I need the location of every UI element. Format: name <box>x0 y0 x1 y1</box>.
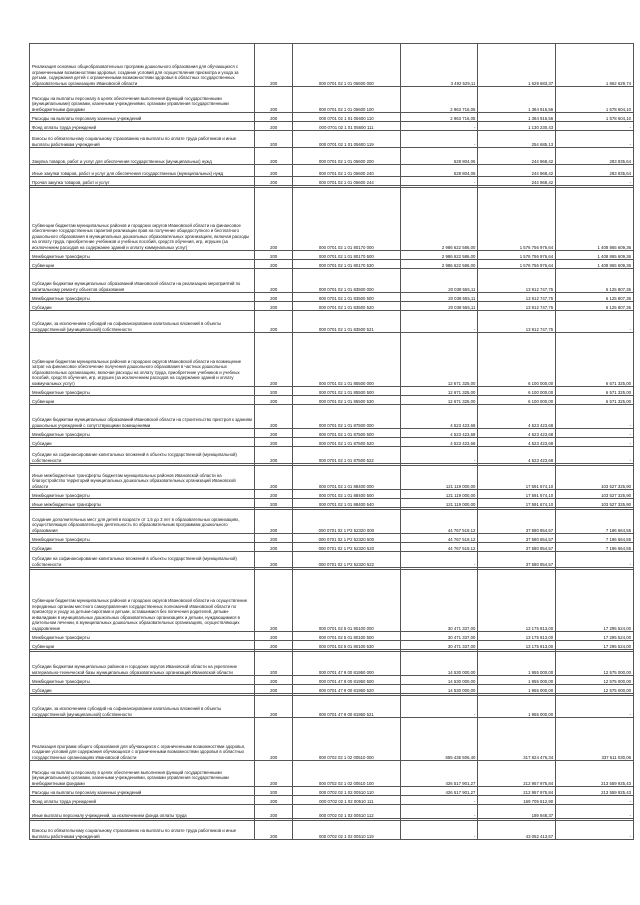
row-unexecuted-cell: 283 835,64 <box>556 165 634 177</box>
row-budget-code-cell: 000 0701 02 1 P2 52320 520 <box>293 543 400 552</box>
table-row <box>30 685 634 694</box>
table-row <box>30 405 634 429</box>
row-approved-cell: 426 517 901,27 <box>400 761 478 787</box>
row-admin-code-cell: 200 <box>255 122 293 131</box>
row-admin-code-cell: 200 <box>255 148 293 165</box>
row-admin-code-cell: 200 <box>255 805 293 819</box>
row-unexecuted-cell: 1 862 629,74 <box>556 44 634 87</box>
row-unexecuted-cell: 17 295 524,00 <box>556 641 634 650</box>
row-executed-cell: 4 523 423,68 <box>478 438 556 447</box>
row-executed-cell: 17 591 674,10 <box>478 490 556 499</box>
row-unexecuted-cell: 6 125 807,36 <box>556 269 634 293</box>
row-name-cell: Субсидии бюджетам муниципальных образований Ивановской области на реализацию мероприятий по капитальному ремонту объектов образования <box>30 269 255 293</box>
row-approved-cell: 121 119 000,00 <box>400 466 478 490</box>
table-row <box>30 821 634 840</box>
row-unexecuted-cell: - <box>556 311 634 333</box>
row-unexecuted-cell: 103 527 325,90 <box>556 490 634 499</box>
row-executed-cell: 1 130 230,43 <box>478 122 556 131</box>
row-name-cell: Субсидии <box>30 302 255 311</box>
row-unexecuted-cell: - <box>556 405 634 429</box>
row-name-cell: Субвенции бюджетам муниципальных районов и городских округов Ивановской области на возмещение затрат на финансовое обеспечение получения дошкольного образования в частных дошкольных образовательных организациях, включая расходы на оплату труда, приобретение учебников и учебных пособий, средств обучения, игр, игрушек (за исключением расходов на содержание зданий и оплату коммунальных услуг) <box>30 333 255 387</box>
row-name-cell: Расходы на выплаты персоналу казенных учреждений <box>30 113 255 122</box>
row-budget-code-cell: 000 0701 02 1 01 83500 520 <box>293 302 400 311</box>
row-approved-cell: - <box>400 552 478 568</box>
row-name-cell: Субсидии <box>30 543 255 552</box>
row-budget-code-cell: 000 0701 02 1 01 05600 240 <box>293 165 400 177</box>
row-budget-code-cell: 000 0701 02 1 01 88400 540 <box>293 499 400 508</box>
row-executed-cell: 1 955 000,00 <box>478 685 556 694</box>
table-row <box>30 490 634 499</box>
row-admin-code-cell: 200 <box>255 311 293 333</box>
row-approved-cell: 20 038 555,11 <box>400 302 478 311</box>
row-executed-cell: 1 576 756 976,64 <box>478 251 556 260</box>
row-name-cell: Субвенции <box>30 260 255 269</box>
row-unexecuted-cell: 12 575 000,00 <box>556 685 634 694</box>
row-name-cell: Межбюджетные трансферты <box>30 632 255 641</box>
row-admin-code-cell: 200 <box>255 685 293 694</box>
row-budget-code-cell: 000 0701 02 5 01 80100 500 <box>293 632 400 641</box>
row-budget-code-cell: 000 0701 47 9 00 81950 000 <box>293 652 400 676</box>
row-approved-cell: 14 530 000,00 <box>400 652 478 676</box>
row-admin-code-cell: 200 <box>255 131 293 148</box>
row-name-cell: Взносы по обязательному социальному страхованию на выплаты по оплате труда работников и иные выплаты работникам учреждений <box>30 821 255 840</box>
row-approved-cell: 3 492 529,11 <box>400 44 478 87</box>
row-admin-code-cell: 200 <box>255 570 293 632</box>
row-name-cell: Закупка товаров, работ и услуг для обеспечения государственных (муниципальных) нужд <box>30 148 255 165</box>
row-unexecuted-cell: 6 571 325,00 <box>556 396 634 405</box>
table-row <box>30 718 634 761</box>
row-unexecuted-cell: 17 295 524,00 <box>556 570 634 632</box>
row-approved-cell: 426 517 901,27 <box>400 787 478 796</box>
row-executed-cell: 1 955 000,00 <box>478 696 556 718</box>
row-executed-cell: 13 175 813,00 <box>478 632 556 641</box>
row-executed-cell: 169 705 612,90 <box>478 796 556 805</box>
row-admin-code-cell: 200 <box>255 438 293 447</box>
row-executed-cell: 17 591 674,10 <box>478 466 556 490</box>
row-admin-code-cell: 200 <box>255 510 293 534</box>
row-name-cell: Субвенции <box>30 641 255 650</box>
row-unexecuted-cell: - <box>556 552 634 568</box>
table-row <box>30 429 634 438</box>
table-row <box>30 131 634 148</box>
row-executed-cell: 4 523 423,68 <box>478 429 556 438</box>
row-approved-cell: 12 671 325,00 <box>400 387 478 396</box>
table-row <box>30 87 634 113</box>
row-unexecuted-cell: 1 408 865 609,36 <box>556 251 634 260</box>
row-unexecuted-cell: 7 186 664,55 <box>556 543 634 552</box>
row-budget-code-cell: 000 0701 02 1 P2 52320 522 <box>293 552 400 568</box>
row-admin-code-cell: 200 <box>255 543 293 552</box>
table-row <box>30 438 634 447</box>
row-admin-code-cell: 200 <box>255 466 293 490</box>
row-budget-code-cell: 000 0701 02 1 01 85500 500 <box>293 387 400 396</box>
row-executed-cell: 212 957 975,84 <box>478 787 556 796</box>
row-budget-code-cell: 000 0702 02 1 02 00510 000 <box>293 718 400 761</box>
table-row <box>30 534 634 543</box>
row-unexecuted-cell: 103 527 325,90 <box>556 466 634 490</box>
row-budget-code-cell: 000 0701 02 1 01 83500 000 <box>293 269 400 293</box>
table-row <box>30 761 634 787</box>
row-admin-code-cell: 200 <box>255 761 293 787</box>
table-row <box>30 696 634 718</box>
budget-execution-table <box>29 43 634 840</box>
row-executed-cell: 1 955 000,00 <box>478 676 556 685</box>
row-admin-code-cell: 200 <box>255 676 293 685</box>
row-budget-code-cell: 000 0701 02 1 01 83500 500 <box>293 293 400 302</box>
row-name-cell: Взносы по обязательному социальному страхованию на выплаты по оплате труда работников и иные выплаты работникам учреждений <box>30 131 255 148</box>
row-executed-cell: 1 384 915,56 <box>478 87 556 113</box>
row-approved-cell: 14 530 000,00 <box>400 685 478 694</box>
row-unexecuted-cell: 7 186 664,55 <box>556 510 634 534</box>
table-row <box>30 552 634 568</box>
row-budget-code-cell: 000 0701 02 1 01 87500 522 <box>293 447 400 464</box>
row-name-cell: Прочая закупка товаров, работ и услуг <box>30 177 255 186</box>
row-executed-cell: 6 100 000,00 <box>478 396 556 405</box>
row-budget-code-cell: 000 0702 02 1 02 00510 110 <box>293 787 400 796</box>
table-row <box>30 387 634 396</box>
row-approved-cell: - <box>400 131 478 148</box>
row-executed-cell: 212 957 975,84 <box>478 761 556 787</box>
row-approved-cell: - <box>400 696 478 718</box>
row-unexecuted-cell: - <box>556 821 634 840</box>
row-approved-cell: - <box>400 796 478 805</box>
row-admin-code-cell: 200 <box>255 113 293 122</box>
row-approved-cell: - <box>400 821 478 840</box>
row-budget-code-cell: 000 0701 02 1 01 88400 000 <box>293 466 400 490</box>
row-approved-cell: 30 471 337,00 <box>400 570 478 632</box>
table-row <box>30 805 634 819</box>
row-budget-code-cell: 000 0701 02 1 P2 52320 000 <box>293 510 400 534</box>
row-approved-cell: 14 530 000,00 <box>400 676 478 685</box>
row-unexecuted-cell: - <box>556 696 634 718</box>
row-executed-cell: 4 523 423,68 <box>478 405 556 429</box>
row-budget-code-cell: 000 0701 02 1 01 87500 000 <box>293 405 400 429</box>
row-approved-cell: 2 963 716,05 <box>400 87 478 113</box>
table-row <box>30 676 634 685</box>
row-admin-code-cell: 200 <box>255 796 293 805</box>
row-executed-cell: 13 912 747,75 <box>478 302 556 311</box>
table-row <box>30 796 634 805</box>
row-budget-code-cell: 000 0701 02 1 01 87500 520 <box>293 438 400 447</box>
row-name-cell: Иные выплаты персоналу учреждений, за исключением фонда оплаты труда <box>30 805 255 819</box>
row-approved-cell: - <box>400 447 478 464</box>
row-budget-code-cell: 000 0702 02 1 02 00510 100 <box>293 761 400 787</box>
row-admin-code-cell: 200 <box>255 302 293 311</box>
table-row <box>30 447 634 464</box>
table-row <box>30 570 634 632</box>
row-budget-code-cell: 000 0701 47 9 00 81950 521 <box>293 696 400 718</box>
row-name-cell: Фонд оплаты труда учреждений <box>30 796 255 805</box>
row-name-cell: Расходы на выплаты персоналу в целях обеспечения выполнения функций государственными (муниципальными) органами, казенными учреждениями, органами управления государственными внебюджетными фондами <box>30 87 255 113</box>
row-name-cell: Субсидии <box>30 438 255 447</box>
row-unexecuted-cell: - <box>556 177 634 186</box>
row-executed-cell: 13 912 747,75 <box>478 269 556 293</box>
row-budget-code-cell: 000 0701 02 1 01 87500 500 <box>293 429 400 438</box>
row-approved-cell: 2 963 716,05 <box>400 113 478 122</box>
row-budget-code-cell: 000 0701 02 1 01 85500 000 <box>293 333 400 387</box>
row-name-cell: Субвенции <box>30 396 255 405</box>
row-executed-cell: 13 912 747,75 <box>478 293 556 302</box>
row-admin-code-cell: 200 <box>255 44 293 87</box>
row-admin-code-cell: 200 <box>255 269 293 293</box>
row-budget-code-cell: 000 0701 02 1 01 83500 521 <box>293 311 400 333</box>
row-executed-cell: 6 100 000,00 <box>478 387 556 396</box>
table-row <box>30 499 634 508</box>
row-admin-code-cell: 200 <box>255 652 293 676</box>
table-row <box>30 122 634 131</box>
row-unexecuted-cell: 213 559 925,43 <box>556 761 634 787</box>
row-unexecuted-cell: 337 611 030,06 <box>556 718 634 761</box>
row-admin-code-cell: 200 <box>255 534 293 543</box>
row-approved-cell: 12 671 325,00 <box>400 333 478 387</box>
row-name-cell: Фонд оплаты труда учреждений <box>30 122 255 131</box>
row-admin-code-cell: 200 <box>255 293 293 302</box>
row-executed-cell: 1 384 915,56 <box>478 113 556 122</box>
row-executed-cell: 254 685,13 <box>478 131 556 148</box>
row-approved-cell: 4 523 423,68 <box>400 405 478 429</box>
row-executed-cell: 17 591 674,10 <box>478 499 556 508</box>
row-approved-cell: 121 119 000,00 <box>400 490 478 499</box>
row-executed-cell: 37 580 854,57 <box>478 543 556 552</box>
row-budget-code-cell: 000 0701 02 5 01 80100 000 <box>293 570 400 632</box>
row-executed-cell: 13 912 747,75 <box>478 311 556 333</box>
row-admin-code-cell: 200 <box>255 490 293 499</box>
row-name-cell: Субсидии бюджетам муниципальных районов и городских округов Ивановской области на укрепление материально-технической базы муниципальных образовательных организаций Ивановской области <box>30 652 255 676</box>
row-approved-cell: 121 119 000,00 <box>400 499 478 508</box>
table-row <box>30 787 634 796</box>
row-admin-code-cell: 200 <box>255 251 293 260</box>
row-approved-cell: 2 986 622 586,00 <box>400 188 478 251</box>
row-unexecuted-cell: 12 575 000,00 <box>556 652 634 676</box>
row-admin-code-cell: 200 <box>255 165 293 177</box>
row-approved-cell: - <box>400 122 478 131</box>
table-row <box>30 44 634 87</box>
row-admin-code-cell: 200 <box>255 429 293 438</box>
row-budget-code-cell: 000 0701 02 1 01 05600 200 <box>293 148 400 165</box>
row-executed-cell: 4 523 423,68 <box>478 447 556 464</box>
row-name-cell: Реализация программ общего образования для обучающихся с ограниченными возможностями здоровья, создание условий для содержания обучающихся с ограниченными возможностями здоровья в областных государственных организациях Ивановской области <box>30 718 255 761</box>
row-budget-code-cell: 000 0701 02 1 01 05600 244 <box>293 177 400 186</box>
row-name-cell: Субсидии на софинансирование капитальных вложений в объекты государственной (муниципальной) собственности <box>30 552 255 568</box>
row-budget-code-cell: 000 0701 02 5 01 80100 530 <box>293 641 400 650</box>
table-row <box>30 165 634 177</box>
table-row <box>30 333 634 387</box>
row-unexecuted-cell: - <box>556 805 634 819</box>
row-budget-code-cell: 000 0701 47 9 00 81950 500 <box>293 676 400 685</box>
row-executed-cell: 43 062 413,57 <box>478 821 556 840</box>
table-row <box>30 269 634 293</box>
row-executed-cell: 6 100 000,00 <box>478 333 556 387</box>
row-executed-cell: 13 175 813,00 <box>478 570 556 632</box>
row-approved-cell: 30 471 337,00 <box>400 641 478 650</box>
row-executed-cell: 189 948,37 <box>478 805 556 819</box>
row-budget-code-cell: 000 0701 02 1 01 05600 119 <box>293 131 400 148</box>
row-approved-cell: 655 435 506,40 <box>400 718 478 761</box>
row-unexecuted-cell: - <box>556 447 634 464</box>
row-unexecuted-cell: 283 835,64 <box>556 148 634 165</box>
row-budget-code-cell: 000 0701 02 1 01 05600 100 <box>293 87 400 113</box>
row-executed-cell: 37 580 854,57 <box>478 534 556 543</box>
row-approved-cell: - <box>400 805 478 819</box>
row-name-cell: Субсидии, за исключением субсидий на софинансирование капитальных вложений в объекты государственной (муниципальной) собственности <box>30 696 255 718</box>
table-row <box>30 543 634 552</box>
row-unexecuted-cell: 7 186 664,55 <box>556 534 634 543</box>
row-budget-code-cell: 000 0702 02 1 02 00510 112 <box>293 805 400 819</box>
table-row <box>30 641 634 650</box>
row-budget-code-cell: 000 0701 02 1 01 05600 111 <box>293 122 400 131</box>
row-budget-code-cell: 000 0701 47 9 00 81950 520 <box>293 685 400 694</box>
row-unexecuted-cell: 103 527 325,90 <box>556 499 634 508</box>
table-row <box>30 510 634 534</box>
row-approved-cell: 44 767 519,12 <box>400 534 478 543</box>
table-row <box>30 251 634 260</box>
row-unexecuted-cell: 6 125 807,36 <box>556 293 634 302</box>
table-row <box>30 188 634 251</box>
table-row <box>30 632 634 641</box>
row-executed-cell: 244 968,42 <box>478 177 556 186</box>
row-budget-code-cell: 000 0701 02 1 01 80170 530 <box>293 260 400 269</box>
row-unexecuted-cell: 17 295 524,00 <box>556 632 634 641</box>
row-unexecuted-cell: 12 575 000,00 <box>556 676 634 685</box>
row-approved-cell: 2 986 622 586,00 <box>400 260 478 269</box>
row-name-cell: Создание дополнительных мест для детей в возрасте от 1,5 до 3 лет в образовательных организациях, осуществляющих образовательную деятельность по образовательным программам дошкольного образования <box>30 510 255 534</box>
row-unexecuted-cell: - <box>556 438 634 447</box>
table-row <box>30 302 634 311</box>
row-admin-code-cell: 200 <box>255 260 293 269</box>
row-unexecuted-cell: 1 578 604,10 <box>556 113 634 122</box>
row-executed-cell: 13 175 813,00 <box>478 641 556 650</box>
row-name-cell: Расходы на выплаты персоналу в целях обеспечения выполнения функций государственными (муниципальными) органами, казенными учреждениями, органами управления государственными внебюджетными фондами <box>30 761 255 787</box>
row-budget-code-cell: 000 0701 02 1 01 05600 110 <box>293 113 400 122</box>
row-approved-cell: - <box>400 311 478 333</box>
row-budget-code-cell: 000 0702 02 1 02 00510 111 <box>293 796 400 805</box>
row-executed-cell: 37 580 854,57 <box>478 552 556 568</box>
row-admin-code-cell: 200 <box>255 552 293 568</box>
row-unexecuted-cell: 1 408 865 609,36 <box>556 188 634 251</box>
row-name-cell: Межбюджетные трансферты <box>30 534 255 543</box>
row-name-cell: Иные межбюджетные трансферты бюджетам муниципальных районов Ивановской области на благоустройство территорий муниципальных дошкольных образовательных организаций Ивановской области <box>30 466 255 490</box>
row-admin-code-cell: 200 <box>255 405 293 429</box>
row-approved-cell: 20 038 555,11 <box>400 269 478 293</box>
row-approved-cell: 528 804,06 <box>400 165 478 177</box>
row-budget-code-cell: 000 0701 02 1 01 88400 500 <box>293 490 400 499</box>
row-approved-cell: 30 471 337,00 <box>400 632 478 641</box>
row-approved-cell: 4 523 423,68 <box>400 429 478 438</box>
row-approved-cell: 20 038 555,11 <box>400 293 478 302</box>
row-name-cell: Межбюджетные трансферты <box>30 429 255 438</box>
row-unexecuted-cell: - <box>556 122 634 131</box>
row-unexecuted-cell: 213 559 925,43 <box>556 787 634 796</box>
row-name-cell: Межбюджетные трансферты <box>30 251 255 260</box>
row-unexecuted-cell: 6 571 325,00 <box>556 387 634 396</box>
table-row <box>30 466 634 490</box>
table-row <box>30 396 634 405</box>
row-unexecuted-cell: 6 125 807,36 <box>556 302 634 311</box>
row-unexecuted-cell: 6 571 325,00 <box>556 333 634 387</box>
row-budget-code-cell: 000 0701 02 1 01 05600 000 <box>293 44 400 87</box>
row-executed-cell: 1 576 756 976,64 <box>478 188 556 251</box>
row-admin-code-cell: 200 <box>255 787 293 796</box>
row-name-cell: Расходы на выплаты персоналу казенных учреждений <box>30 787 255 796</box>
row-unexecuted-cell: - <box>556 429 634 438</box>
row-executed-cell: 1 955 000,00 <box>478 652 556 676</box>
table-row <box>30 177 634 186</box>
row-name-cell: Межбюджетные трансферты <box>30 387 255 396</box>
row-admin-code-cell: 200 <box>255 718 293 761</box>
row-executed-cell: 244 968,42 <box>478 148 556 165</box>
row-budget-code-cell: 000 0702 02 1 02 00510 119 <box>293 821 400 840</box>
table-row <box>30 311 634 333</box>
table-body <box>30 44 634 840</box>
table-row <box>30 652 634 676</box>
row-executed-cell: 37 580 854,57 <box>478 510 556 534</box>
row-admin-code-cell: 200 <box>255 632 293 641</box>
row-admin-code-cell: 200 <box>255 447 293 464</box>
row-approved-cell: - <box>400 177 478 186</box>
row-name-cell: Субвенции бюджетам муниципальных районов и городских округов Ивановской области на финансовое обеспечение государственных гарантий реализации прав на получение общедоступного и бесплатного дошкольного образования в муниципальных дошкольных образовательных организациях, включая расходы на оплату труда, приобретение учебников и учебных пособий, средств обучения, игр, игрушек (за исключением расходов на содержание зданий и оплату коммунальных услуг) <box>30 188 255 251</box>
table-row <box>30 260 634 269</box>
table-row <box>30 293 634 302</box>
row-approved-cell: 528 804,06 <box>400 148 478 165</box>
row-name-cell: Субсидии <box>30 685 255 694</box>
row-name-cell: Межбюджетные трансферты <box>30 676 255 685</box>
row-executed-cell: 244 968,42 <box>478 165 556 177</box>
row-approved-cell: 44 767 519,12 <box>400 510 478 534</box>
row-admin-code-cell: 200 <box>255 333 293 387</box>
table-row <box>30 113 634 122</box>
row-budget-code-cell: 000 0701 02 1 01 80170 000 <box>293 188 400 251</box>
row-name-cell: Субсидии бюджетам муниципальных образований Ивановской области на строительство пристроя к зданиям дошкольных учреждений с сопутствующими помещениями <box>30 405 255 429</box>
row-budget-code-cell: 000 0701 02 1 01 80170 500 <box>293 251 400 260</box>
row-unexecuted-cell: 1 408 865 609,36 <box>556 260 634 269</box>
row-executed-cell: 1 629 683,37 <box>478 44 556 87</box>
row-unexecuted-cell: - <box>556 796 634 805</box>
row-name-cell: Субсидии, за исключением субсидий на софинансирование капитальных вложений в объекты государственной (муниципальной) собственности <box>30 311 255 333</box>
row-budget-code-cell: 000 0701 02 1 01 85500 530 <box>293 396 400 405</box>
row-admin-code-cell: 200 <box>255 387 293 396</box>
row-admin-code-cell: 200 <box>255 188 293 251</box>
row-name-cell: Межбюджетные трансферты <box>30 293 255 302</box>
row-unexecuted-cell: 1 578 604,10 <box>556 87 634 113</box>
row-admin-code-cell: 200 <box>255 499 293 508</box>
row-admin-code-cell: 200 <box>255 641 293 650</box>
row-budget-code-cell: 000 0701 02 1 P2 52320 500 <box>293 534 400 543</box>
row-executed-cell: 317 824 476,34 <box>478 718 556 761</box>
row-admin-code-cell: 200 <box>255 821 293 840</box>
row-name-cell: Иные закупки товаров, работ и услуг для обеспечения государственных (муниципальных) нужд <box>30 165 255 177</box>
row-name-cell: Субвенции бюджетам муниципальных районов и городских округов Ивановской области на осуществление переданных органам местного самоуправления государственных полномочий Ивановской области по присмотру и уходу за детьми-сиротами и детьми, оставшимися без попечения родителей, детьми-инвалидами в муниципальных дошкольных образовательных организациях и детьми, нуждающимися в длительном лечении, в муниципальных дошкольных образовательных организациях, осуществляющих оздоровление <box>30 570 255 632</box>
row-approved-cell: 4 523 423,68 <box>400 438 478 447</box>
row-name-cell: Субсидии на софинансирование капитальных вложений в объекты государственной (муниципальной) собственности <box>30 447 255 464</box>
row-admin-code-cell: 200 <box>255 396 293 405</box>
row-admin-code-cell: 200 <box>255 696 293 718</box>
row-executed-cell: 1 576 756 976,64 <box>478 260 556 269</box>
row-approved-cell: 2 986 622 586,00 <box>400 251 478 260</box>
row-admin-code-cell: 200 <box>255 87 293 113</box>
row-approved-cell: 12 671 325,00 <box>400 396 478 405</box>
row-approved-cell: 44 767 519,12 <box>400 543 478 552</box>
table-row <box>30 148 634 165</box>
row-name-cell: Межбюджетные трансферты <box>30 490 255 499</box>
row-name-cell: Реализация основных общеобразовательных программ дошкольного образования для обучающихся с ограниченными возможностями здоровья, создание условий для осуществления присмотра и ухода за детьми, содержания детей с ограниченными возможностями здоровья в областных государственных образовательных организациях Ивановской области <box>30 44 255 87</box>
row-unexecuted-cell: - <box>556 131 634 148</box>
row-name-cell: Иные межбюджетные трансферты <box>30 499 255 508</box>
row-admin-code-cell: 200 <box>255 177 293 186</box>
